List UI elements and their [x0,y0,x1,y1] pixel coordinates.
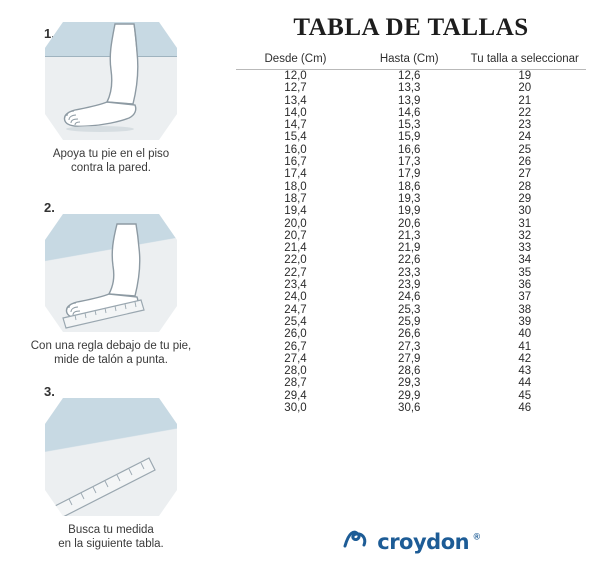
cell-talla: 46 [518,402,532,415]
cell-desde: 14,0 [284,106,307,119]
cell-hasta: 13,3 [398,82,421,95]
cell-hasta: 22,6 [398,254,421,267]
cell-talla: 37 [518,291,532,304]
cell-talla: 39 [518,315,532,328]
size-table [236,52,586,414]
table-row [236,107,586,119]
step-1-caption-line-1: Apoya tu pie en el piso [52,148,170,160]
cell-talla: 19 [518,70,532,82]
cell-desde: 18,0 [284,180,307,193]
table-row [236,218,586,230]
table-row [236,156,586,168]
step-2-caption [0,339,222,367]
cell-hasta: 27,3 [398,340,421,353]
ruler-icon [45,398,177,516]
cell-hasta: 17,3 [398,156,421,169]
cell-talla: 36 [518,279,532,292]
cell-talla: 31 [518,217,532,230]
cell-hasta: 25,9 [398,315,421,328]
cell-hasta: 16,6 [398,143,421,156]
ruler-on-table-illustration [45,398,177,516]
cell-hasta: 20,6 [398,217,421,230]
cell-desde: 16,7 [284,156,307,169]
cell-desde: 28,7 [284,377,307,390]
cell-talla: 35 [518,266,532,279]
table-header-row [236,52,586,70]
cell-hasta: 29,9 [398,389,421,402]
cell-talla: 21 [518,94,532,107]
cell-hasta: 30,6 [398,402,421,415]
cell-hasta: 12,6 [398,70,421,82]
cell-talla: 34 [518,254,532,267]
cell-hasta: 15,3 [398,119,421,132]
brand-registered-icon: ® [473,531,481,542]
step-3-caption [0,523,222,551]
cell-talla: 28 [518,180,532,193]
table-body [236,70,586,415]
cell-desde: 12,7 [284,82,307,95]
cell-talla: 45 [518,389,532,402]
cell-hasta: 17,9 [398,168,421,181]
cell-talla: 25 [518,143,532,156]
cell-hasta: 28,6 [398,365,421,378]
cell-talla: 33 [518,242,532,255]
cell-hasta: 23,9 [398,279,421,292]
cell-hasta: 25,3 [398,303,421,316]
table-row [236,144,586,156]
column-header-desde: Desde (Cm) [236,52,355,70]
table-row [236,131,586,143]
step-3-caption-line-1: Busca tu medida [68,524,154,536]
cell-hasta: 15,9 [398,131,421,144]
table-row [236,279,586,291]
cell-talla: 23 [518,119,532,132]
table-row [236,193,586,205]
table-row [236,328,586,340]
step-2-caption-line-2: mide de talón a punta. [54,354,168,366]
cell-hasta: 26,6 [398,328,421,341]
table-row [236,181,586,193]
table-row [236,402,586,414]
table-row [236,365,586,377]
cell-desde: 15,4 [284,131,307,144]
cell-talla: 40 [518,328,532,341]
cell-desde: 26,0 [284,328,307,341]
cell-desde: 19,4 [284,205,307,218]
step-2-caption-line-1: Con una regla debajo de tu pie, [30,340,192,352]
cell-desde: 17,4 [284,168,307,181]
step-1-number: 1. [44,26,55,41]
table-row [236,254,586,266]
cell-desde: 26,7 [284,340,307,353]
column-header-talla: Tu talla a seleccionar [464,52,587,70]
cell-desde: 25,4 [284,315,307,328]
brand-mark-icon [342,528,368,555]
table-row [236,70,586,83]
table-row [236,168,586,180]
cell-talla: 32 [518,229,532,242]
cell-desde: 21,4 [284,242,307,255]
step-2 [0,196,222,384]
foot-with-ruler-illustration [45,214,177,332]
cell-talla: 20 [518,82,532,95]
step-1-caption-line-2: contra la pared. [71,162,151,174]
table-row [236,119,586,131]
table-row [236,316,586,328]
cell-desde: 24,7 [284,303,307,316]
foot-icon [45,22,177,140]
cell-desde: 18,7 [284,192,307,205]
cell-desde: 20,0 [284,217,307,230]
table-row [236,230,586,242]
step-1 [0,0,222,196]
table-row [236,267,586,279]
column-header-hasta: Hasta (Cm) [355,52,464,70]
cell-talla: 27 [518,168,532,181]
cell-hasta: 19,9 [398,205,421,218]
ruler-shape [55,458,155,516]
table-row [236,242,586,254]
cell-desde: 12,0 [284,70,307,82]
cell-desde: 22,7 [284,266,307,279]
cell-desde: 30,0 [284,402,307,415]
cell-hasta: 24,6 [398,291,421,304]
step-3-number: 3. [44,384,55,399]
cell-hasta: 18,6 [398,180,421,193]
table-row [236,353,586,365]
cell-hasta: 14,6 [398,106,421,119]
table-row [236,341,586,353]
table-row [236,390,586,402]
brand-name: croydon [377,529,470,554]
cell-desde: 29,4 [284,389,307,402]
table-row [236,291,586,303]
steps-column [0,0,222,569]
step-3 [0,384,222,564]
cell-talla: 43 [518,365,532,378]
cell-desde: 23,4 [284,279,307,292]
page-title: TABLA DE TALLAS [293,14,529,41]
cell-talla: 42 [518,352,532,365]
cell-talla: 29 [518,192,532,205]
cell-talla: 26 [518,156,532,169]
brand-logo [222,528,600,555]
cell-hasta: 27,9 [398,352,421,365]
cell-desde: 16,0 [284,143,307,156]
cell-desde: 22,0 [284,254,307,267]
cell-hasta: 19,3 [398,192,421,205]
table-row [236,377,586,389]
cell-hasta: 29,3 [398,377,421,390]
cell-talla: 38 [518,303,532,316]
foot-against-wall-illustration [45,22,177,140]
cell-talla: 41 [518,340,532,353]
cell-desde: 13,4 [284,94,307,107]
table-row [236,205,586,217]
step-3-caption-line-2: en la siguiente tabla. [58,538,164,550]
cell-talla: 30 [518,205,532,218]
step-1-caption [0,147,222,175]
table-row [236,95,586,107]
cell-hasta: 23,3 [398,266,421,279]
foot-icon [45,214,177,332]
cell-desde: 27,4 [284,352,307,365]
cell-hasta: 21,9 [398,242,421,255]
step-2-number: 2. [44,200,55,215]
cell-desde: 14,7 [284,119,307,132]
cell-desde: 24,0 [284,291,307,304]
cell-desde: 28,0 [284,365,307,378]
cell-hasta: 21,3 [398,229,421,242]
cell-talla: 24 [518,131,532,144]
cell-desde: 20,7 [284,229,307,242]
cell-talla: 44 [518,377,532,390]
cell-hasta: 13,9 [398,94,421,107]
cell-talla: 22 [518,106,532,119]
table-row [236,304,586,316]
size-table-area [222,0,600,569]
table-row [236,82,586,94]
